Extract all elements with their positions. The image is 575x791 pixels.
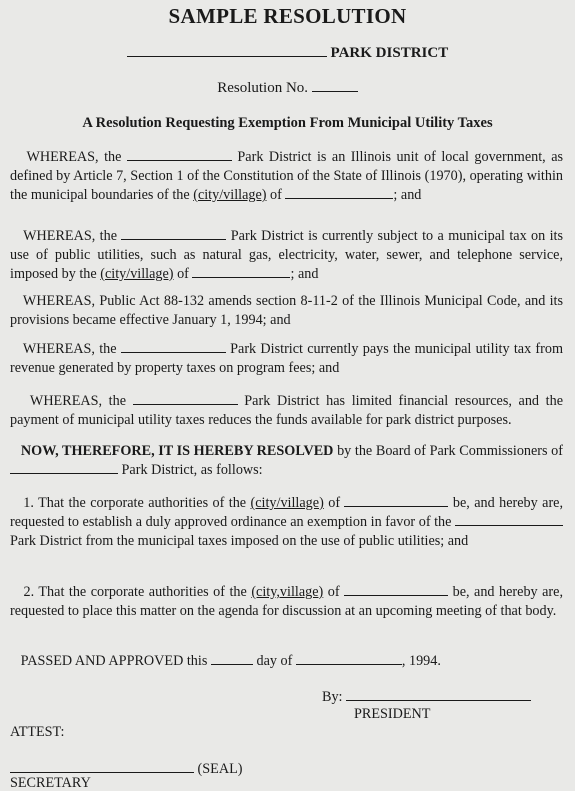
p6-text-a: by the Board of Park Commissioners of <box>337 443 563 459</box>
resolved-paragraph <box>10 442 563 480</box>
p1-text-a: WHEREAS, the <box>26 149 122 165</box>
president-signature-line <box>322 688 531 706</box>
p8-text-b: of <box>327 584 340 600</box>
president-label: PRESIDENT <box>354 706 431 722</box>
p4-district-blank[interactable] <box>121 340 226 353</box>
p1-city-village: (city/village) <box>193 187 267 203</box>
whereas-paragraph-4 <box>10 340 563 378</box>
p7-city-village: (city/village) <box>250 495 324 511</box>
park-district-label: PARK DISTRICT <box>330 45 449 61</box>
p1-text-b: Park District is an Illinois unit of local government, as defined by Article 7, Section 1 of the Constitution of the State of Illinois (1970), operating within the municipal boundaries of the <box>10 149 564 203</box>
seal-label: (SEAL) <box>197 761 243 777</box>
p2-text-d: ; and <box>290 266 319 282</box>
p8-city-village: (city,village) <box>251 584 324 600</box>
whereas-paragraph-5 <box>10 392 563 430</box>
resolution-number-line <box>0 79 575 97</box>
p2-district-blank[interactable] <box>121 227 226 240</box>
p2-text-b: Park District is currently subject to a municipal tax on its use of public utilities, such as natural gas, electricity, water, sewer, and telephone service, imposed by the <box>10 228 564 282</box>
month-blank[interactable] <box>296 652 402 665</box>
p9-text-c: , 1994. <box>401 653 441 669</box>
p4-text-b: Park District currently pays the municipal utility tax from revenue generated by property taxes on program fees; and <box>10 341 564 376</box>
p8-text-a: 2. That the corporate authorities of the <box>23 584 247 600</box>
p9-text-b: day of <box>256 653 293 669</box>
p8-text-c: be, and hereby are, requested to place this matter on the agenda for discussion at an upcoming meeting of that body. <box>10 584 563 619</box>
p1-text-c: of <box>270 187 282 203</box>
document-title: SAMPLE RESOLUTION <box>168 4 407 28</box>
whereas-paragraph-2 <box>10 227 563 284</box>
p1-text-d: ; and <box>393 187 422 203</box>
park-district-heading <box>0 44 575 62</box>
secretary-label: SECRETARY <box>10 775 91 791</box>
district-name-blank[interactable] <box>127 44 327 57</box>
p5-text-a: WHEREAS, the <box>29 393 127 409</box>
p4-text-a: WHEREAS, the <box>22 341 117 357</box>
p7-municipality-blank[interactable] <box>344 494 448 507</box>
p2-municipality-blank[interactable] <box>192 265 290 278</box>
secretary-signature-blank[interactable] <box>10 760 194 773</box>
whereas-paragraph-1 <box>10 148 563 205</box>
resolution-item-1 <box>10 494 563 551</box>
resolved-heading: NOW, THEREFORE, IT IS HEREBY RESOLVED <box>20 443 334 459</box>
day-blank[interactable] <box>211 652 253 665</box>
p6-text-b: Park District, as follows: <box>121 462 263 478</box>
p3-text: WHEREAS, Public Act 88-132 amends section 8-11-2 of the Illinois Municipal Code, and its provisions became effective January 1, 1994; and <box>10 293 564 328</box>
resolution-subtitle: A Resolution Requesting Exemption From Municipal Utility Taxes <box>82 115 493 131</box>
p5-text-b: Park District has limited financial resources, and the payment of municipal utility taxes reduces the funds available for park district purposes. <box>10 393 564 428</box>
p2-city-village: (city/village) <box>100 266 174 282</box>
resolution-number-label: Resolution No. <box>217 80 309 96</box>
p6-district-blank[interactable] <box>10 461 118 474</box>
whereas-paragraph-3 <box>10 292 563 330</box>
p2-text-a: WHEREAS, the <box>23 228 117 244</box>
resolution-number-blank[interactable] <box>312 79 358 92</box>
p2-text-c: of <box>177 266 189 282</box>
p9-text-a: PASSED AND APPROVED this <box>20 653 208 669</box>
p1-municipality-blank[interactable] <box>285 186 393 199</box>
p1-district-blank[interactable] <box>127 148 232 161</box>
attest-label: ATTEST: <box>10 724 65 740</box>
p7-text-c: be, and hereby are, requested to establish a duly approved ordinance an exemption in favor of the <box>10 495 564 530</box>
p5-district-blank[interactable] <box>133 392 238 405</box>
resolution-item-2 <box>10 583 563 621</box>
passed-approved-line <box>10 652 563 671</box>
p7-text-d: Park District from the municipal taxes imposed on the use of public utilities; and <box>10 533 469 549</box>
president-signature-blank[interactable] <box>346 688 531 701</box>
p8-municipality-blank[interactable] <box>344 583 448 596</box>
p7-text-a: 1. That the corporate authorities of the <box>23 495 247 511</box>
by-label: By: <box>322 689 343 705</box>
p7-text-b: of <box>328 495 341 511</box>
p7-district-blank[interactable] <box>455 513 563 526</box>
